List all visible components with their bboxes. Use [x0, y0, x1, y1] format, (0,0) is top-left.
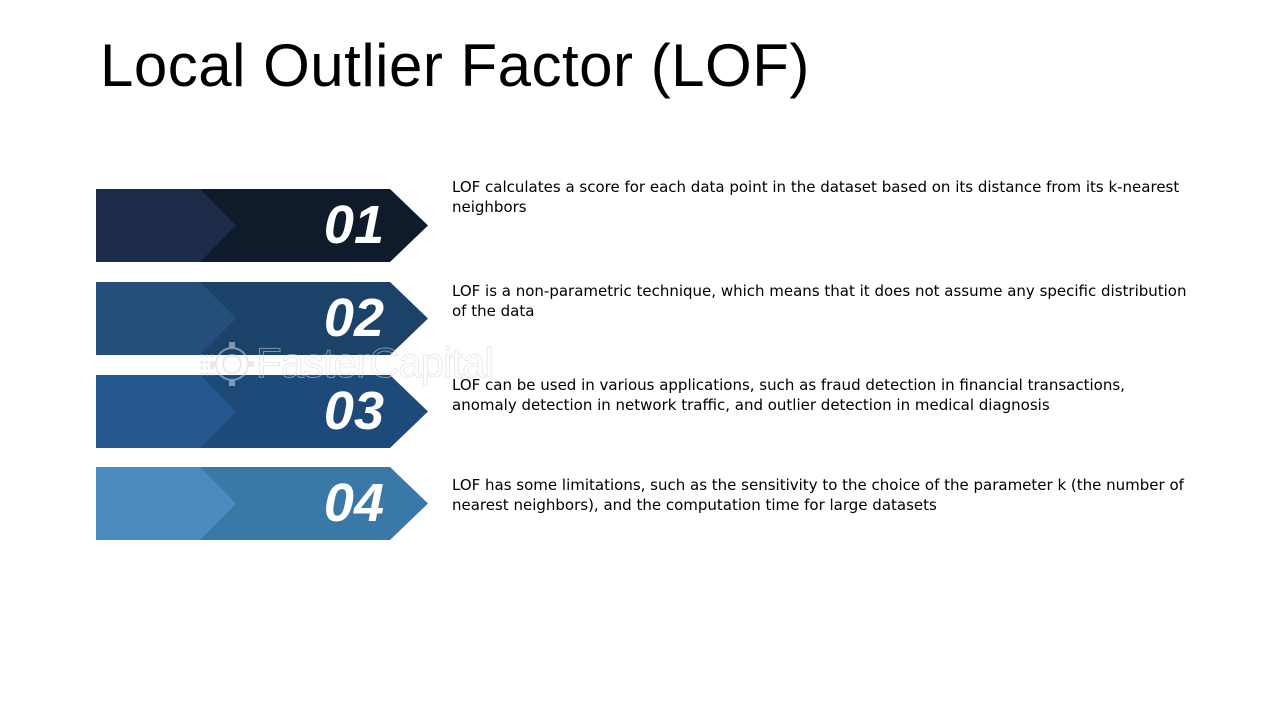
step-number: 01	[323, 195, 384, 255]
step-number: 04	[323, 473, 384, 533]
step-arrow-04	[96, 467, 428, 540]
step-number: 02	[323, 288, 384, 348]
step-description-04: LOF has some limitations, such as the sensitivity to the choice of the parameter k (the number of nearest neighbors), and the computation time for large datasets	[452, 476, 1184, 514]
slide-title: Local Outlier Factor (LOF)	[100, 32, 810, 99]
watermark-text: FasterCapital	[256, 339, 493, 386]
step-description-03: LOF can be used in various applications, such as fraud detection in financial transactions, anomaly detection in network traffic, and outlier detection in medical diagnosis	[452, 376, 1125, 414]
step-arrow-01	[96, 189, 428, 262]
gear-logo-icon	[198, 336, 258, 392]
step-number: 03	[323, 381, 384, 441]
step-description-01: LOF calculates a score for each data point in the dataset based on its distance from its k-nearest neighbors	[452, 178, 1180, 216]
step-description-02: LOF is a non-parametric technique, which means that it does not assume any specific distribution of the data	[452, 282, 1187, 320]
watermark	[198, 336, 498, 392]
